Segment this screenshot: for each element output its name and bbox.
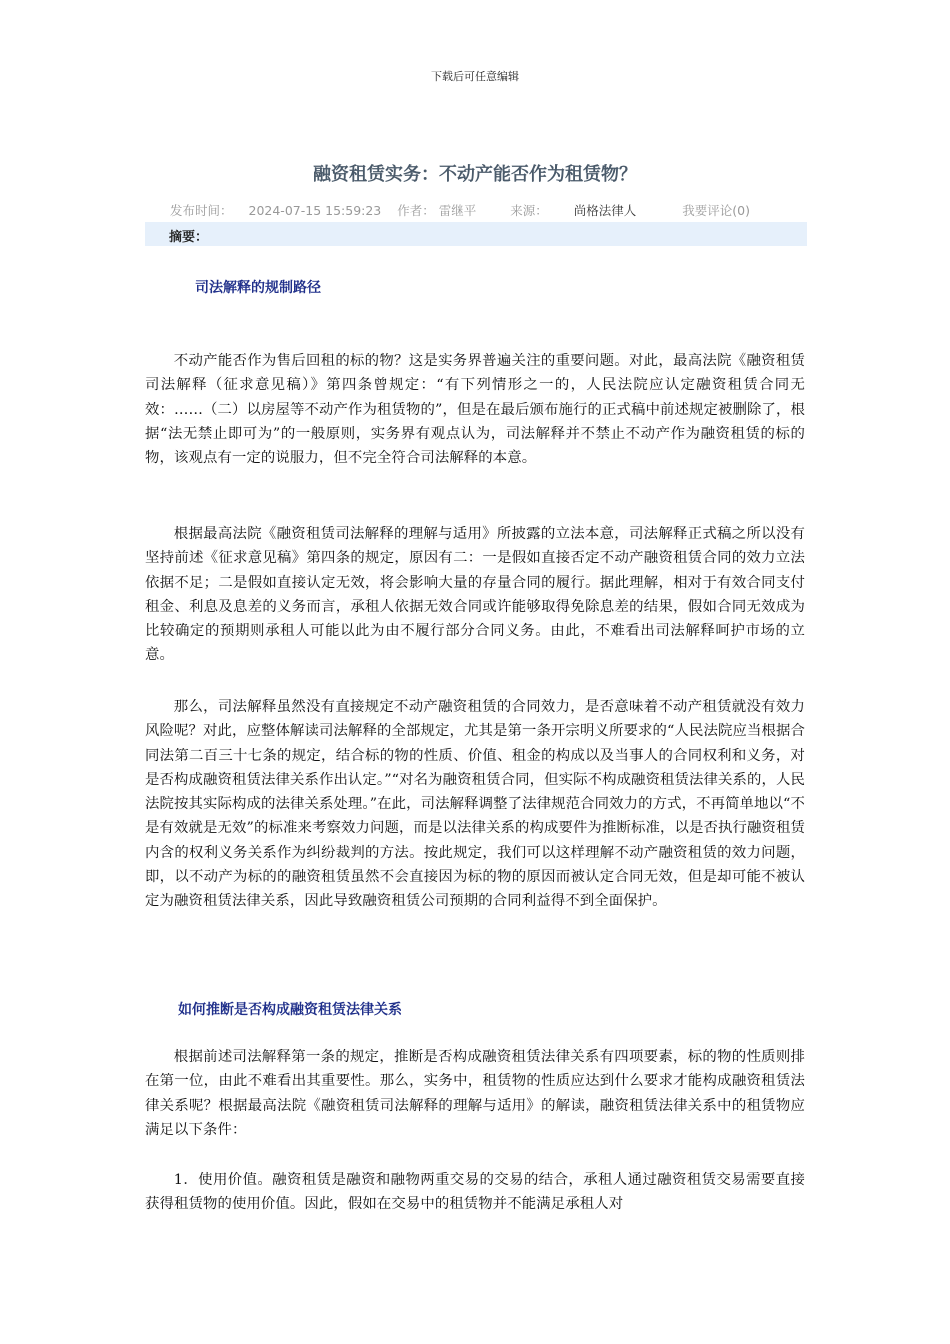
author-label: 作者： [397, 203, 435, 218]
publish-time: 2024-07-15 15:59:23 [248, 203, 382, 218]
paragraph-2: 根据最高法院《融资租赁司法解释的理解与适用》所披露的立法本意，司法解释正式稿之所以没有坚持前述《征求意见稿》第四条的规定，原因有二：一是假如直接否定不动产融资租赁合同的效力立法依据不足；二是假如直接认定无效，将会影响大量的存量合同的履行。据此理解，相对于有效合同支付租金、利息及息差的义务而言，承租人依据无效合同或许能够取得免除息差的结果，假如合同无效成为比较确定的预期则承租人可能以此为由不履行部分合同义务。由此，不难看出司法解释呵护市场的立意。 [145, 526, 805, 664]
paragraph-4: 根据前述司法解释第一条的规定，推断是否构成融资租赁法律关系有四项要素，标的物的性质则排在第一位，由此不难看出其重要性。那么，实务中，租赁物的性质应达到什么要求才能构成融资租赁法律关系呢？根据最高法院《融资租赁司法解释的理解与适用》的解读，融资租赁法律关系中的租赁物应满足以下条件： [145, 1049, 805, 1138]
summary-label: 摘要： [169, 230, 209, 245]
header-note: 下载后可任意编辑 [431, 70, 519, 83]
section-heading-2: 如何推断是否构成融资租赁法律关系 [178, 1002, 402, 1018]
section-heading-1: 司法解释的规制路径 [195, 280, 321, 296]
summary-bar [145, 222, 807, 246]
paragraph-5: 1．使用价值。融资租赁是融资和融物两重交易的交易的结合，承租人通过融资租赁交易需要直接获得租赁物的使用价值。因此，假如在交易中的租赁物并不能满足承租人对 [145, 1172, 805, 1213]
paragraph-3: 那么，司法解释虽然没有直接规定不动产融资租赁的合同效力，是否意味着不动产租赁就没有效力风险呢？对此，应整体解读司法解释的全部规定，尤其是第一条开宗明义所要求的“人民法院应当根据合同法第二百三十七条的规定，结合标的物的性质、价值、租金的构成以及当事人的合同权利和义务，对是否构成融资租赁法律关系作出认定。”“对名为融资租赁合同，但实际不构成融资租赁法律关系的，人民法院按其实际构成的法律关系处理。”在此，司法解释调整了法律规范合同效力的方式，不再简单地以“不是有效就是无效”的标准来考察效力问题，而是以法律关系的构成要件为推断标准，以是否执行融资租赁内含的权利义务关系作为纠纷裁判的方法。按此规定，我们可以这样理解不动产融资租赁的效力问题，即，以不动产为标的的融资租赁虽然不会直接因为标的物的原因而被认定合同无效，但是却可能不被认定为融资租赁法律关系，因此导致融资租赁公司预期的合同利益得不到全面保护。 [145, 699, 805, 910]
source-label: 来源： [510, 203, 548, 218]
article-title: 融资租赁实务：不动产能否作为租赁物？ [313, 164, 637, 185]
source-name: 尚格法律人 [573, 203, 637, 218]
publish-time-label: 发布时间： [170, 203, 233, 218]
paragraph-1: 不动产能否作为售后回租的标的物？这是实务界普遍关注的重要问题。对此，最高法院《融资租赁司法解释（征求意见稿）》第四条曾规定：“有下列情形之一的，人民法院应认定融资租赁合同无效：……（二）以房屋等不动产作为租赁物的”，但是在最后颁布施行的正式稿中前述规定被删除了，根据“法无禁止即可为”的一般原则，实务界有观点认为，司法解释并不禁止不动产作为融资租赁的标的物，该观点有一定的说服力，但不完全符合司法解释的本意。 [145, 353, 805, 467]
comment-link[interactable]: 我要评论(0) [682, 203, 750, 218]
article-meta [170, 201, 810, 219]
author-name: 雷继平 [438, 203, 477, 218]
